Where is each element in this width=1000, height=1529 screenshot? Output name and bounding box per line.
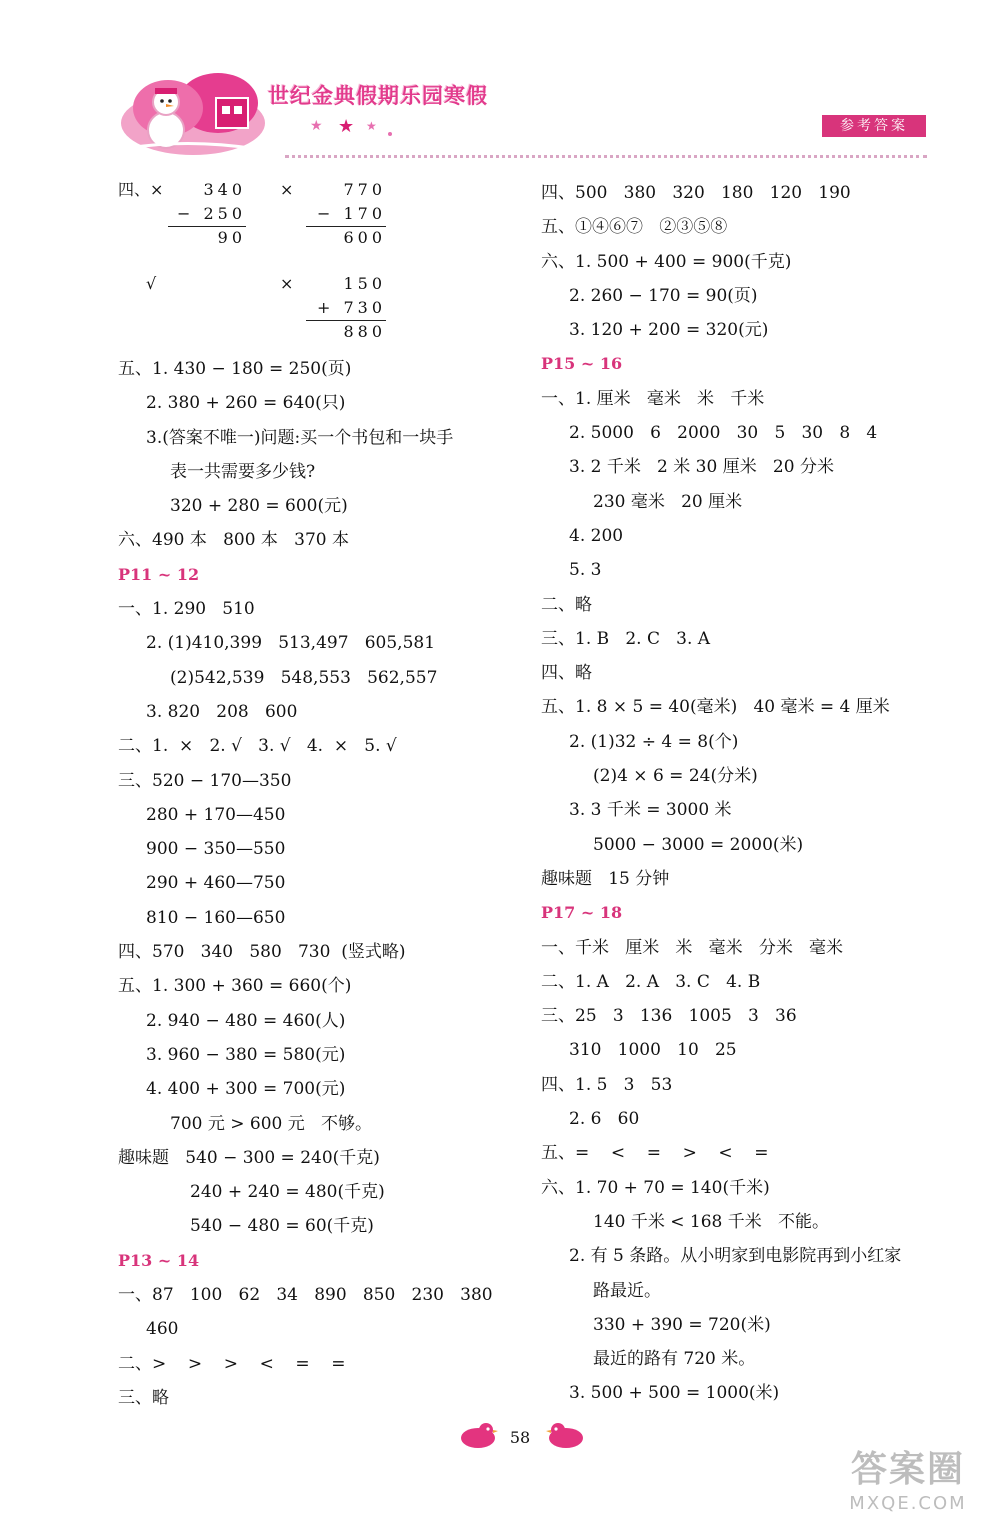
answer-line: 2. 260 − 170 = 90(页) [569,285,758,306]
answer-line: 四、500 380 320 180 120 190 [541,183,851,203]
answer-line: 3. 500 + 500 = 1000(米) [569,1383,780,1404]
answer-line: 900 − 350—550 [146,839,286,860]
answer-line: 2. 6 60 [569,1109,640,1130]
answer-line: 四、1. 5 3 53 [541,1074,673,1095]
calc-d-top: 150 [343,274,386,293]
section-heading: P17 ~ 18 [541,903,623,923]
answer-line: 810 − 160—650 [146,907,286,928]
svg-text:★: ★ [366,119,377,133]
mark-c: √ [146,274,157,293]
answer-line: 趣味题 540 − 300 = 240(千克) [118,1147,380,1168]
right-answer-lines [541,176,961,1411]
mark-b: × [280,180,294,199]
answer-line: 四、570 340 580 730 (竖式略) [118,942,406,963]
svg-text:★: ★ [310,118,323,134]
calc-d-bottom: + 730 [306,296,386,321]
calc-b-top: 770 [343,180,386,199]
answer-line: 一、千米 厘米 米 毫米 分米 毫米 [541,937,844,958]
answer-line: 540 − 480 = 60(千克) [190,1216,374,1237]
section-heading: P13 ~ 14 [118,1250,200,1270]
answer-line: 3. 820 208 600 [146,701,298,722]
answer-line: 2. (1)32 ÷ 4 = 8(个) [569,731,739,752]
vertical-arithmetic-block [118,176,518,352]
answer-line: 3. 2 千米 2 米 30 厘米 20 分米 [569,457,834,478]
answer-line: 3.(答案不唯一)问题:买一个书包和一块手 [146,427,454,448]
left-answer-lines [118,352,518,1415]
answer-line: 四、略 [541,663,592,684]
answer-line: 三、略 [118,1387,169,1408]
decorative-stars [310,112,400,142]
header-divider [285,155,927,158]
answer-line: 一、1. 290 510 [118,599,255,620]
answer-line: 2. 5000 6 2000 30 5 30 8 4 [569,423,878,444]
calc-b-bottom: − 170 [306,202,386,227]
answer-line: 5. 3 [569,560,602,581]
watermark-main: 答案圈 [850,1449,965,1490]
answer-line: 一、1. 厘米 毫米 米 千米 [541,388,765,409]
answer-line: 三、25 3 136 1005 3 36 [541,1006,797,1027]
site-watermark [828,1448,988,1522]
answer-line: 4. 200 [569,525,624,546]
answer-line: 三、1. B 2. C 3. A [541,628,711,649]
answer-line: 六、1. 70 + 70 = 140(千米) [541,1177,770,1198]
answer-line: 二、1. × 2. √ 3. √ 4. × 5. √ [118,736,397,757]
answer-line: 240 + 240 = 480(千克) [190,1182,385,1203]
answer-line: 五、= < = > < = [541,1143,769,1164]
answer-line: 二、1. A 2. A 3. C 4. B [541,971,761,992]
section-heading: P15 ~ 16 [541,354,623,374]
calc-b-result: 600 [343,228,386,247]
answer-line: 五、1. 300 + 360 = 660(个) [118,976,352,997]
answer-line: 2. (1)410,399 513,497 605,581 [146,633,436,654]
answer-line: 230 毫米 20 厘米 [593,491,743,512]
answer-line: 3. 120 + 200 = 320(元) [569,320,769,341]
answer-line: (2)4 × 6 = 24(分米) [593,766,758,787]
bird-right-icon [546,1420,586,1450]
page-header [0,0,1000,170]
answer-line: 5000 − 3000 = 2000(米) [593,834,804,855]
answer-line: 五、①④⑥⑦ ②③⑤⑧ [541,217,728,238]
page-number: 58 [509,1428,531,1447]
calc-a-result: 90 [217,228,246,247]
answer-line: 3. 960 − 380 = 580(元) [146,1044,346,1065]
answer-line: 2. 940 − 480 = 460(人) [146,1010,346,1031]
answer-line: 二、> > > < = = [118,1353,346,1374]
answer-line: 2. 有 5 条路。从小明家到电影院再到小红家 [569,1246,902,1267]
answer-line: 最近的路有 720 米。 [593,1349,756,1370]
answer-line: 五、1. 430 − 180 = 250(页) [118,359,352,379]
answer-line: 路最近。 [593,1280,661,1301]
answer-line: 六、1. 500 + 400 = 900(千克) [541,251,792,272]
left-column [118,176,518,1415]
answer-line: 表一共需要多少钱? [170,461,316,482]
banner-title: 世纪金典假期乐园寒假 [268,84,488,108]
answer-line: 280 + 170—450 [146,804,286,825]
snowman-banner-illustration [118,68,268,158]
watermark-url: MXQE.COM [849,1493,967,1514]
bird-left-icon [458,1420,498,1450]
answer-line: 330 + 390 = 720(米) [593,1314,771,1335]
calc-d-result: 880 [343,322,386,341]
answer-line: 二、略 [541,594,592,615]
answer-line: 320 + 280 = 600(元) [170,496,348,517]
svg-text:★: ★ [338,116,355,137]
answer-line: (2)542,539 548,553 562,557 [170,667,438,688]
answer-line: 290 + 460—750 [146,873,286,894]
answer-key-tag: 参考答案 [822,115,926,137]
answer-line: 140 千米 < 168 千米 不能。 [593,1211,829,1232]
answer-line: 3. 3 千米 = 3000 米 [569,800,732,821]
answer-line: 趣味题 15 分钟 [541,868,670,889]
answer-line: 700 元 > 600 元 不够。 [170,1113,372,1134]
calc-a-bottom: − 250 [168,202,246,227]
mark-d: × [280,274,294,293]
answer-line: 三、520 − 170—350 [118,770,292,791]
answer-line: 2. 380 + 260 = 640(只) [146,393,346,414]
section-label: 四、× [118,180,164,199]
answer-line: 4. 400 + 300 = 700(元) [146,1079,346,1100]
answer-line: 六、490 本 800 本 370 本 [118,530,349,551]
answer-line: 五、1. 8 × 5 = 40(毫米) 40 毫米 = 4 厘米 [541,697,890,718]
answer-line: 310 1000 10 25 [569,1040,737,1061]
answer-line: 460 [146,1319,179,1340]
calc-a-top: 340 [203,180,246,199]
section-heading: P11 ~ 12 [118,564,200,584]
right-column [541,176,961,1411]
answer-line: 一、87 100 62 34 890 850 230 380 [118,1285,493,1306]
